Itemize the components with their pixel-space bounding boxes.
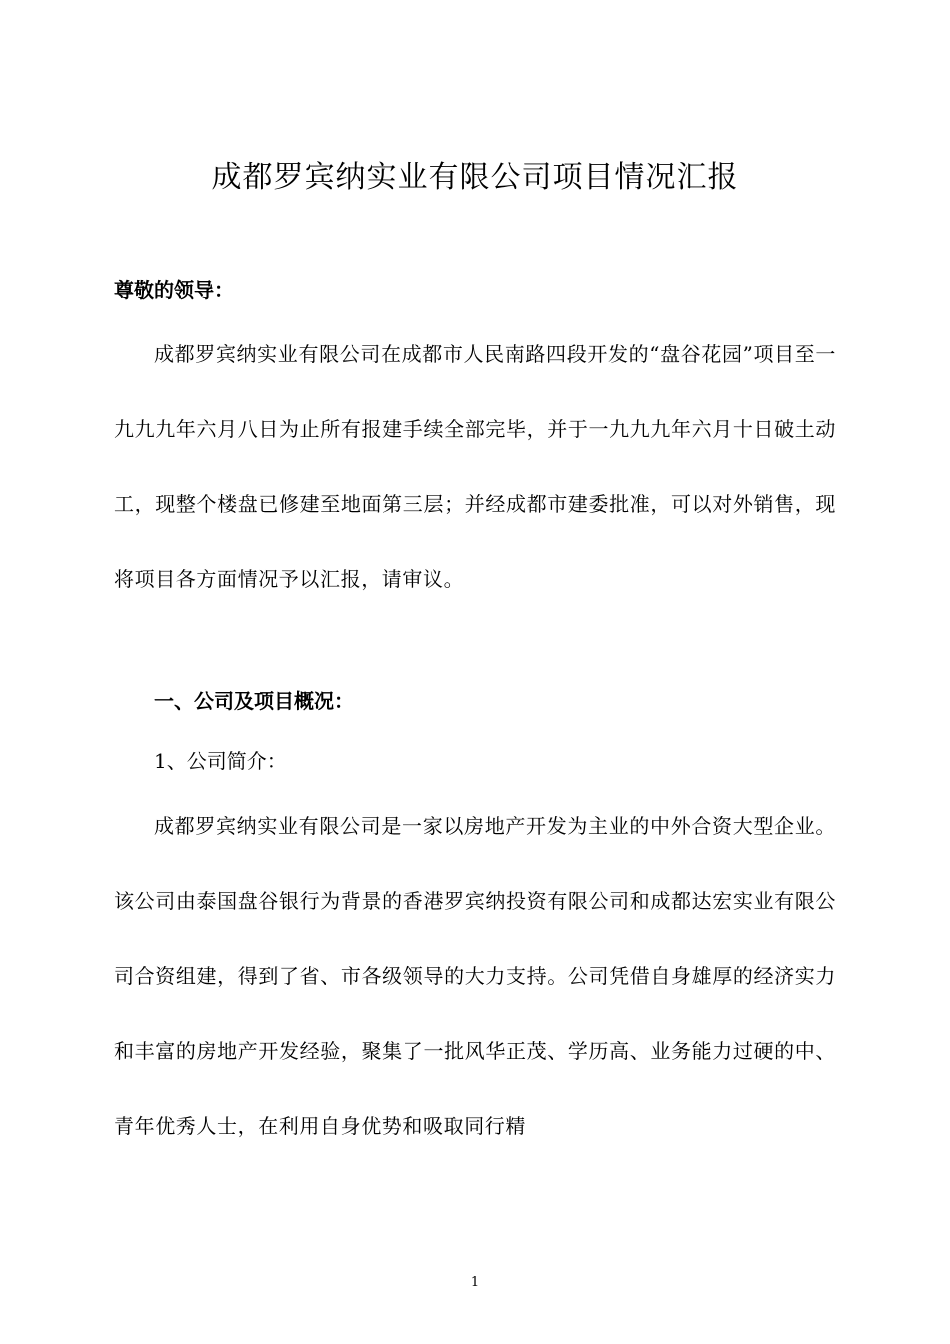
salutation: 尊敬的领导： (114, 278, 234, 302)
intro-paragraph: 成都罗宾纳实业有限公司在成都市人民南路四段开发的“盘谷花园”项目至一九九九年六月八日为止所有报建手续全部完毕，并于一九九九年六月十日破土动工，现整个楼盘已修建至地面第三层；并经成都市建委批准，可以对外销售，现将项目各方面情况予以汇报，请审议。 (114, 342, 836, 591)
document-title: 成都罗宾纳实业有限公司项目情况汇报 (211, 160, 739, 195)
page-number: 1 (470, 1275, 480, 1290)
section-heading: 一、公司及项目概况： (154, 689, 354, 713)
company-intro-paragraph: 成都罗宾纳实业有限公司是一家以房地产开发为主业的中外合资大型企业。该公司由泰国盘谷银行为背景的香港罗宾纳投资有限公司和成都达宏实业有限公司合资组建，得到了省、市各级领导的大力支持。公司凭借自身雄厚的经济实力和丰富的房地产开发经验，聚集了一批风华正茂、学历高、业务能力过硬的中、青年优秀人士，在利用自身优势和吸取同行精 (114, 814, 836, 1138)
subsection-heading: 1、公司简介： (154, 749, 287, 773)
